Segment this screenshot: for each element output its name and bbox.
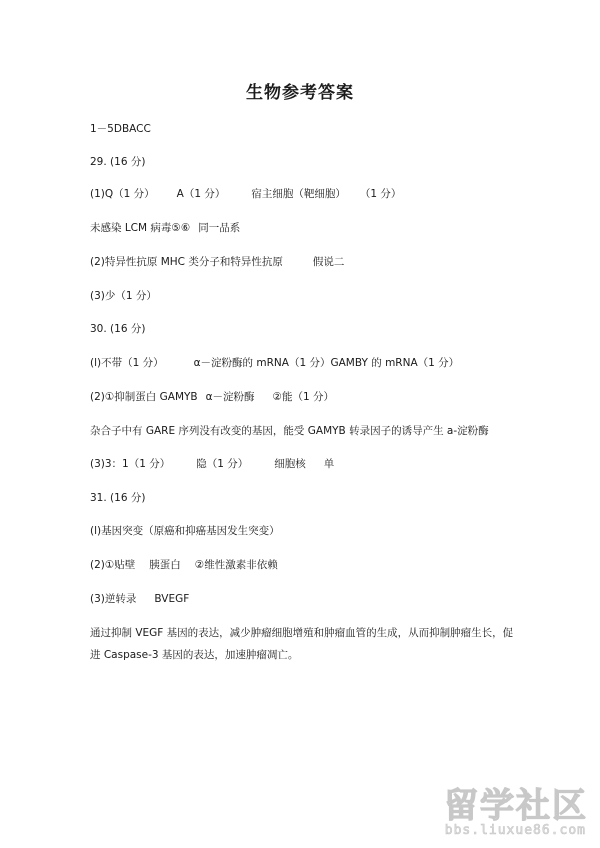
q31-answer-5: BVEGF: [154, 593, 190, 605]
q30-line-1: [90, 356, 459, 370]
q31-header: 31. (16 分): [90, 492, 146, 504]
page-title: 生物参考答案: [246, 83, 354, 103]
q31-answer-1: (2)①贴壁: [90, 559, 136, 571]
q30-line-3: 杂合子中有 GARE 序列没有改变的基因，能受 GAMYB 转录因子的诱导产生 a-淀粉酶: [90, 425, 489, 437]
q29-line-1: [90, 187, 401, 201]
q30-answer-6: (3)3：1（1 分）: [90, 458, 171, 470]
q30-answer-1: (l)不带（1 分）: [90, 357, 164, 369]
multiple-choice-answers: 1－5DBACC: [90, 123, 151, 135]
q29-answer-7: (2)特异性抗原 MHC 类分子和特异性抗原: [90, 256, 283, 268]
q30-answer-2: α－淀粉酶的 mRNA（1 分）GAMBY 的 mRNA（1 分）: [193, 357, 460, 369]
watermark-brand: 留学社区: [444, 786, 588, 826]
q29-answer-2: A（1 分）: [176, 188, 226, 200]
q29-answer-4: （1 分）: [359, 188, 402, 200]
watermark-url: bbs.liuxue86.com: [444, 823, 586, 838]
q29-answer-3: 宿主细胞（靶细胞）: [251, 188, 346, 200]
q29-line-3: [90, 255, 344, 269]
q31-line-4: 通过抑制 VEGF 基因的表达，减少肿瘤细胞增殖和肿瘤血管的生成，从而抑制肿瘤生长，促进 Caspase-3 基因的表达，加速肿瘤凋亡。: [90, 627, 514, 661]
q29-line-2: [90, 221, 240, 235]
q29-answer-5: 未感染 LCM 病毒⑤⑥: [90, 222, 191, 234]
q29-answer-1: (1)Q（1 分）: [90, 188, 155, 200]
q31-answer-4: (3)逆转录: [90, 593, 137, 605]
q31-answer-3: ②维性激素非依赖: [194, 559, 278, 571]
q29-answer-8: 假说二: [312, 256, 345, 268]
q31-answer-2: 胰蛋白: [149, 559, 181, 571]
q30-answer-9: 单: [323, 458, 335, 470]
q30-answer-3: (2)①抑制蛋白 GAMYB: [90, 391, 198, 403]
q30-answer-8: 细胞核: [274, 458, 306, 470]
q29-header: 29. (16 分): [90, 156, 146, 168]
q29-answer-6: 同一品系: [198, 222, 241, 234]
site-watermark: [424, 778, 592, 840]
q31-line-2: [90, 558, 278, 572]
q30-line-2: [90, 390, 334, 404]
q31-line-1: (l)基因突变（原癌和抑癌基因发生突变）: [90, 525, 280, 537]
q30-answer-5: ②能（1 分）: [272, 391, 334, 403]
q30-header: 30. (16 分): [90, 323, 146, 335]
q30-answer-7: 隐（1 分）: [196, 458, 249, 470]
q30-answer-4: α－淀粉酶: [205, 391, 255, 403]
q31-line-3: [90, 592, 189, 606]
q30-line-4: [90, 457, 334, 471]
q29-line-4: (3)少（1 分）: [90, 290, 157, 302]
